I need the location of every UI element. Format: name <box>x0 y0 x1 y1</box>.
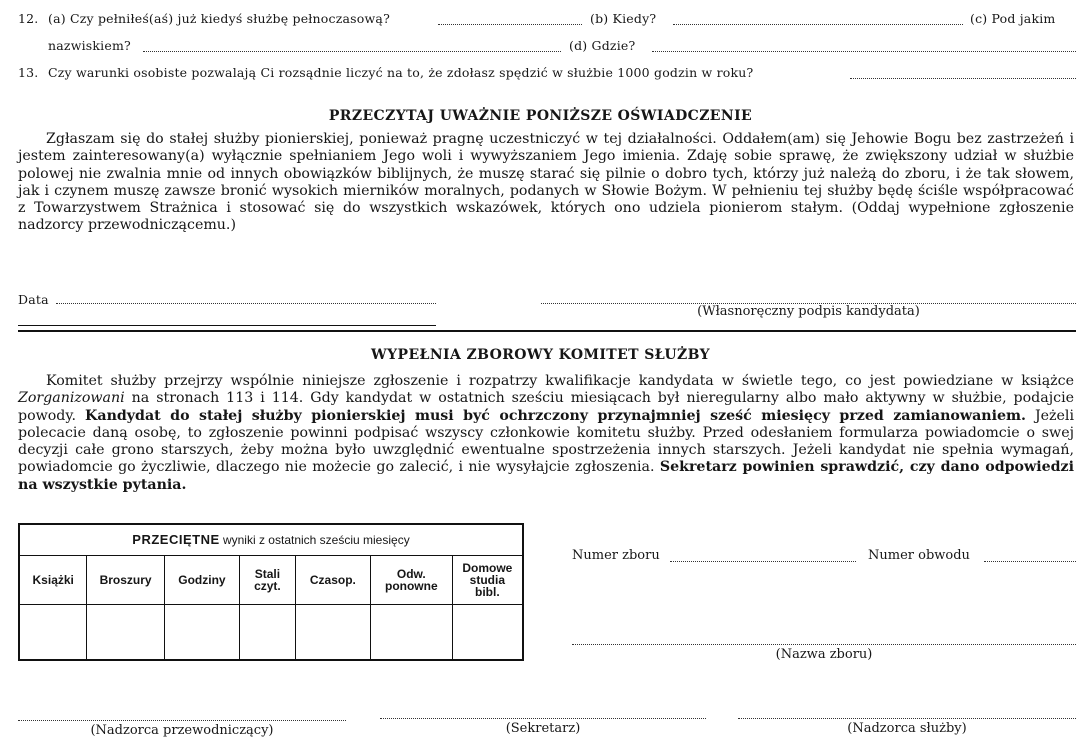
declaration-body: Zgłaszam się do stałej służby pionierskiej, ponieważ pragnę uczestniczyć w tej działalności. Oddałem(am) się Jehowie Bogu bez zastrzeżeń i jestem zainteresowany(a) wyłącznie spełnianiem Jego woli i wywyższaniem Jego imienia. Zdaję sobie sprawę, że zwiększony udział w służbie polowej nie zwalnia mnie od innych obowiązków biblijnych, że muszę starać się pilnie o dobro tych, którzy już należą do zboru, i że tak słowem, jak i czynem muszę zawsze bronić wysokich mierników moralnych, podanych w Słowie Bożym. W pełnieniu tej służby będę ściśle współpracować z Towarzystwem Strażnica i stosować się do wszystkich wskazówek, których ono udziela pionierom stałym. (Oddaj wypełnione zgłoszenie nadzorcy przewodniczącemu.) <box>18 131 1074 234</box>
q12a-label: (a) Czy pełniłeś(aś) już kiedyś służbę pełnoczasową? <box>48 11 390 26</box>
averages-title-strong: PRZECIĘTNE <box>132 532 220 547</box>
secretary-signature-line[interactable] <box>380 718 706 719</box>
q12d-label: (d) Gdzie? <box>569 38 636 53</box>
cell-czasop[interactable] <box>295 605 370 661</box>
cell-domowe-studia[interactable] <box>452 605 523 661</box>
q12-number: 12. <box>18 11 39 26</box>
secretary-label: (Sekretarz) <box>505 721 581 736</box>
q12d-answer-line[interactable] <box>652 51 1076 52</box>
service-overseer-signature-line[interactable] <box>738 718 1076 719</box>
q12c-label: (c) Pod jakim <box>970 11 1056 26</box>
service-overseer-label: (Nadzorca służby) <box>847 721 967 736</box>
cell-broszury[interactable] <box>87 605 164 661</box>
baptism-requirement: Kandydat do stałej służby pionierskiej musi być ochrzczony przynajmniej sześć miesięcy przed zamianowaniem. <box>85 407 1026 424</box>
q13-label: Czy warunki osobiste pozwalają Ci rozsądnie liczyć na to, że zdołasz spędzić w służbie 1000 godzin w roku? <box>48 65 754 80</box>
circuit-number-label: Numer obwodu <box>868 548 970 563</box>
committee-text-part2: na stronach 113 i 114. Gdy kandydat w ostatnich sześciu miesiącach był nieregularny albo mało aktywny w służbie, podajcie powody. <box>18 390 1074 424</box>
congregation-number-label: Numer zboru <box>572 548 660 563</box>
committee-title: WYPEŁNIA ZBOROWY KOMITET SŁUŻBY <box>371 347 710 363</box>
congregation-name-field[interactable] <box>572 644 1076 645</box>
q12c-label-cont: nazwiskiem? <box>48 38 131 53</box>
q12c-answer-line[interactable] <box>143 51 561 52</box>
declaration-title: PRZECZYTAJ UWAŻNIE PONIŻSZE OŚWIADCZENIE <box>328 108 753 124</box>
congregation-number-field[interactable] <box>670 561 856 562</box>
averages-title-rest: wyniki z ostatnich sześciu miesięcy <box>222 533 410 547</box>
circuit-number-field[interactable] <box>984 561 1076 562</box>
col-domowe-studia: Domowe studia bibl. <box>452 556 523 605</box>
col-broszury: Broszury <box>87 556 164 605</box>
col-godziny: Godziny <box>164 556 239 605</box>
committee-text-part1: Komitet służby przejrzy wspólnie niniejsze zgłoszenie i rozpatrzy kwalifikacje kandydata w świetle tego, co jest powiedziane w książce <box>46 373 1074 389</box>
congregation-name-label: (Nazwa zboru) <box>775 647 873 662</box>
committee-text-part3: Jeżeli polecacie daną osobę, to zgłoszenie powinni podpisać wszyscy członkowie komitetu służby. Przed odesłaniem formularza powiadomcie o swej decyzji całe grono starszych, żeby można było uwzględnić ewentualne spostrzeżenia innych starszych. Jeżeli kandydat nie spełnia wymagań, powiadomcie go życzliwie, dlaczego nie możecie go zalecić, i nie wysyłajcie zgłoszenia. <box>18 407 1074 476</box>
declaration-text <box>18 131 1074 235</box>
section-divider <box>18 330 1076 332</box>
date-field[interactable] <box>56 303 436 304</box>
q12b-answer-line[interactable] <box>673 24 963 25</box>
col-stali-czyt: Stali czyt. <box>240 556 296 605</box>
book-title: Zorganizowani <box>18 390 125 407</box>
committee-text <box>18 373 1074 494</box>
col-czasop: Czasop. <box>295 556 370 605</box>
q12a-answer-line[interactable] <box>438 24 582 25</box>
cell-godziny[interactable] <box>164 605 239 661</box>
date-label: Data <box>18 292 49 307</box>
short-divider <box>18 325 436 326</box>
col-ksiazki: Książki <box>19 556 87 605</box>
q13-number: 13. <box>18 65 39 80</box>
candidate-signature-label: (Własnoręczny podpis kandydata) <box>697 304 920 319</box>
cell-ksiazki[interactable] <box>19 605 87 661</box>
presiding-overseer-label: (Nadzorca przewodniczący) <box>90 723 274 738</box>
secretary-note: Sekretarz powinien sprawdzić, czy dano odpowiedzi na wszystkie pytania. <box>18 459 1075 493</box>
averages-table-title <box>19 524 523 556</box>
q12b-label: (b) Kiedy? <box>590 11 657 26</box>
q13-answer-line[interactable] <box>850 78 1076 79</box>
col-odw-ponowne: Odw. ponowne <box>370 556 452 605</box>
cell-stali-czyt[interactable] <box>240 605 296 661</box>
presiding-overseer-signature-line[interactable] <box>18 720 346 721</box>
averages-table <box>18 523 524 661</box>
cell-odw-ponowne[interactable] <box>370 605 452 661</box>
